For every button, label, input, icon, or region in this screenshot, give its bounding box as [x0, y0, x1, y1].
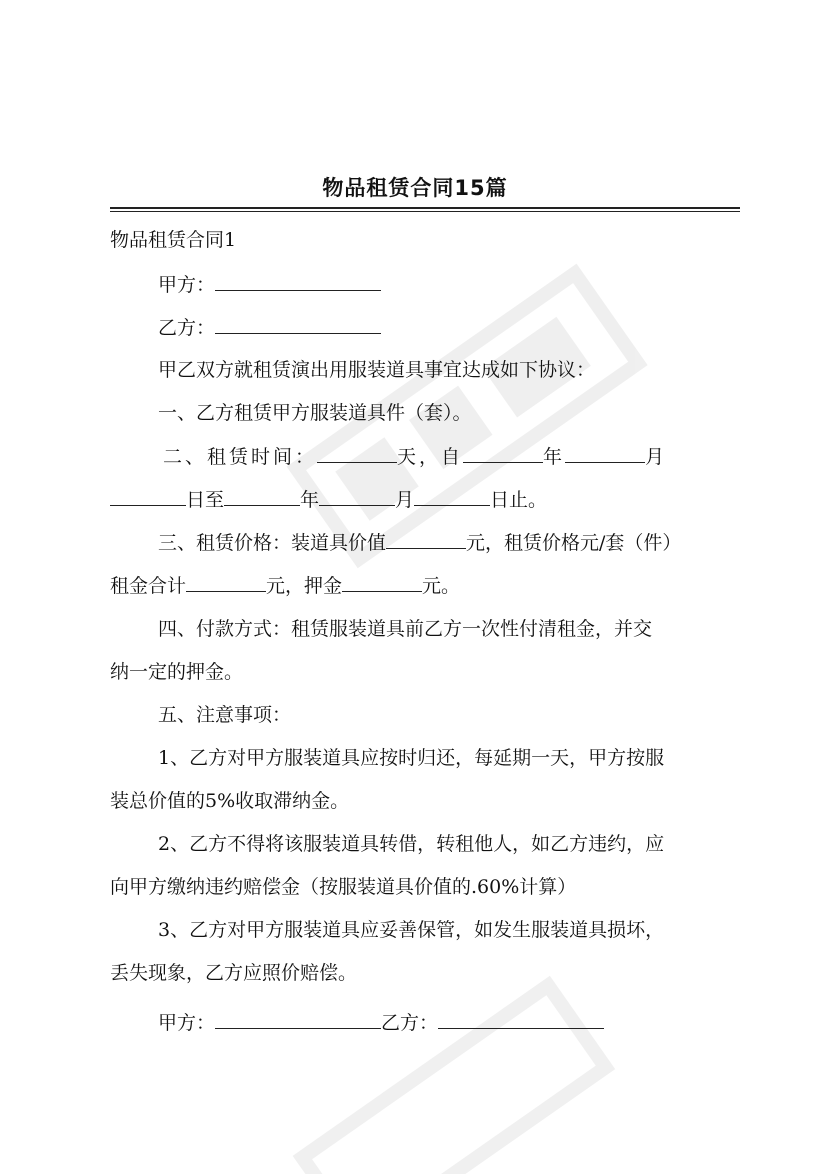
clause-2-line-2: 日至 年 月 日止。 — [110, 485, 547, 514]
from-day-blank — [110, 485, 186, 506]
title-rule-thick — [110, 207, 740, 209]
clause-2-line-1: 二、租赁时间： 天，自 年 月 — [163, 442, 667, 471]
to-year-blank — [224, 485, 300, 506]
party-a-line: 甲方： — [158, 270, 381, 299]
clause-4-line-1: 四、付款方式：租赁服装道具前乙方一次性付清租金，并交 — [158, 618, 653, 640]
item-2-line-1: 2、乙方不得将该服装道具转借，转租他人，如乙方违约，应 — [158, 833, 665, 855]
clause-3-line-2: 租金合计 元，押金 元。 — [110, 571, 460, 600]
item-1-line-1: 1、乙方对甲方服装道具应按时归还，每延期一天，甲方按服 — [158, 747, 665, 769]
document-title: 物品租赁合同15篇 — [322, 176, 508, 200]
party-a-blank — [215, 270, 381, 291]
to-day-blank — [414, 485, 490, 506]
deposit-blank — [342, 571, 422, 592]
clause-4-line-2: 纳一定的押金。 — [110, 661, 244, 683]
from-year-blank — [463, 442, 543, 463]
signature-a-blank — [215, 1008, 381, 1029]
title-rule-thin — [110, 211, 740, 212]
clause-5-heading: 五、注意事项： — [158, 704, 292, 726]
item-3-line-1: 3、乙方对甲方服装道具应妥善保管，如发生服装道具损坏， — [158, 919, 665, 941]
signature-b-blank — [438, 1008, 604, 1029]
from-month-blank — [565, 442, 645, 463]
item-1-line-2: 装总价值的5%收取滞纳金。 — [110, 790, 350, 812]
intro-paragraph: 甲乙双方就租赁演出用服装道具事宜达成如下协议： — [158, 359, 596, 381]
value-blank — [386, 528, 466, 549]
rent-total-blank — [186, 571, 266, 592]
item-2-line-2: 向甲方缴纳违约赔偿金（按服装道具价值的.60%计算） — [110, 876, 577, 898]
item-3-line-2: 丢失现象，乙方应照价赔偿。 — [110, 962, 358, 984]
days-blank — [317, 442, 397, 463]
signature-line: 甲方： 乙方： — [158, 1008, 604, 1037]
party-b-blank — [215, 313, 381, 334]
to-month-blank — [319, 485, 395, 506]
clause-3-line-1: 三、租赁价格：装道具价值 元，租赁价格元/套（件） — [158, 528, 681, 557]
clause-1: 一、乙方租赁甲方服装道具件（套）。 — [158, 402, 472, 424]
section-heading: 物品租赁合同1 — [110, 229, 237, 251]
party-b-line: 乙方： — [158, 313, 381, 342]
